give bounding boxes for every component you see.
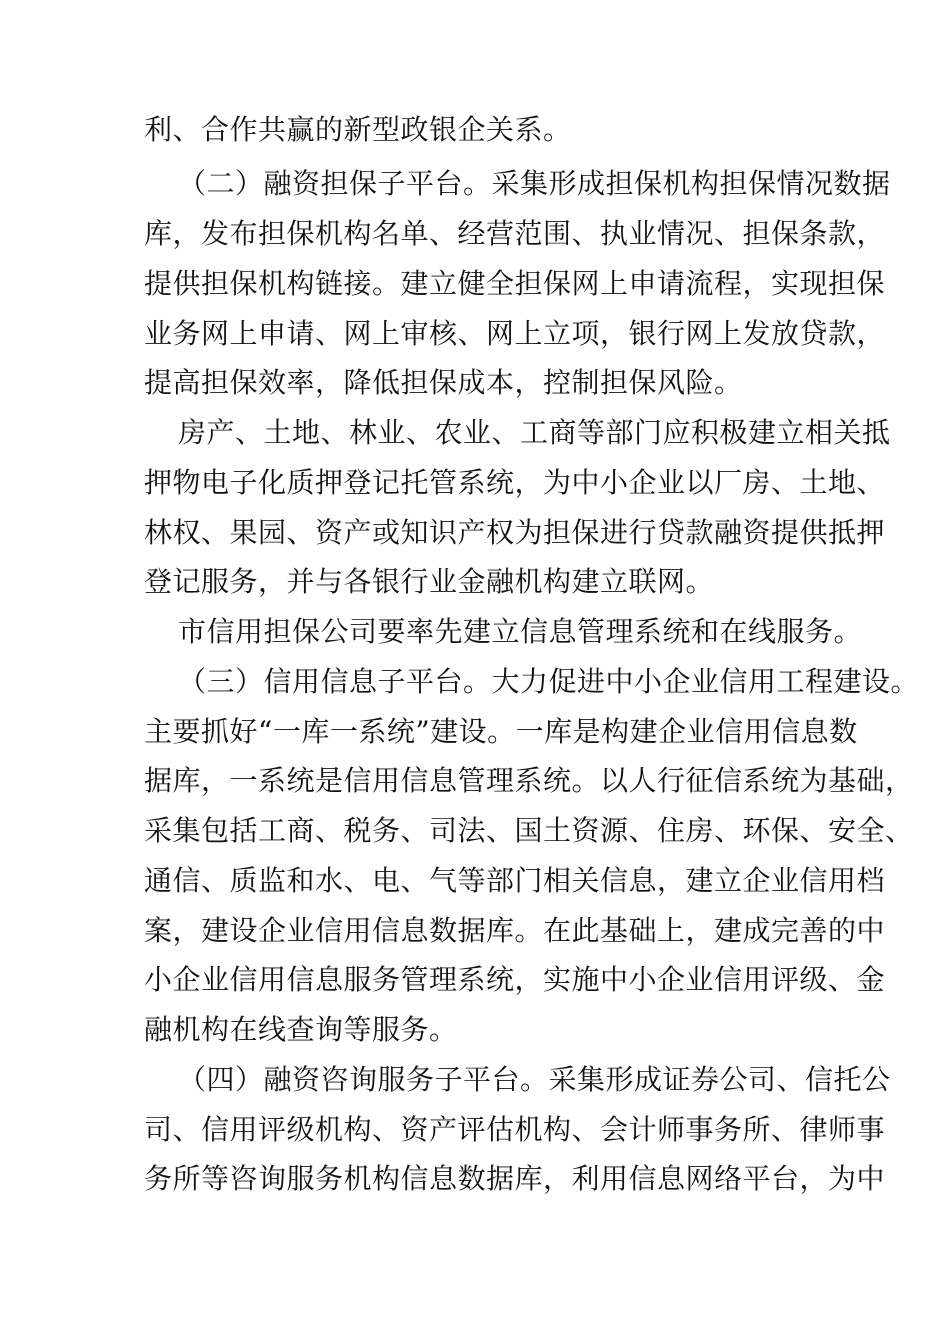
text-line: 房产、土地、林业、农业、工商等部门应积极建立相关抵 (178, 416, 891, 449)
text-line: 主要抓好“一库一系统”建设。一库是构建企业信用信息数 (144, 715, 858, 748)
text-line: 务所等咨询服务机构信息数据库，利用信息网络平台，为中 (144, 1162, 886, 1195)
text-line: 司、信用评级机构、资产评估机构、会计师事务所、律师事 (144, 1113, 886, 1146)
text-line: 据库，一系统是信用信息管理系统。以人行征信系统为基础， (144, 764, 914, 797)
text-line: （三）信用信息子平台。大力促进中小企业信用工程建设。 (178, 665, 920, 698)
text-line: 利、合作共赢的新型政银企关系。 (144, 113, 572, 146)
text-line: （四）融资咨询服务子平台。采集形成证券公司、信托公 (178, 1063, 891, 1096)
text-line: （二）融资担保子平台。采集形成担保机构担保情况数据 (178, 167, 891, 200)
text-line: 提供担保机构链接。建立健全担保网上申请流程，实现担保 (144, 267, 886, 300)
text-line: 融机构在线查询等服务。 (144, 1013, 458, 1046)
text-line: 案，建设企业信用信息数据库。在此基础上，建成完善的中 (144, 914, 886, 947)
text-line: 小企业信用信息服务管理系统，实施中小企业信用评级、金 (144, 963, 886, 996)
text-line: 通信、质监和水、电、气等部门相关信息，建立企业信用档 (144, 864, 886, 897)
text-line: 业务网上申请、网上审核、网上立项，银行网上发放贷款， (144, 317, 886, 350)
text-line: 采集包括工商、税务、司法、国土资源、住房、环保、安全、 (144, 814, 914, 847)
text-line: 库，发布担保机构名单、经营范围、执业情况、担保条款， (144, 217, 886, 250)
text-line: 押物电子化质押登记托管系统，为中小企业以厂房、土地、 (144, 466, 886, 499)
text-line: 林权、果园、资产或知识产权为担保进行贷款融资提供抵押 (144, 516, 886, 549)
text-line: 市信用担保公司要率先建立信息管理系统和在线服务。 (178, 615, 863, 648)
text-line: 登记服务，并与各银行业金融机构建立联网。 (144, 565, 715, 598)
text-line: 提高担保效率，降低担保成本，控制担保风险。 (144, 366, 743, 399)
